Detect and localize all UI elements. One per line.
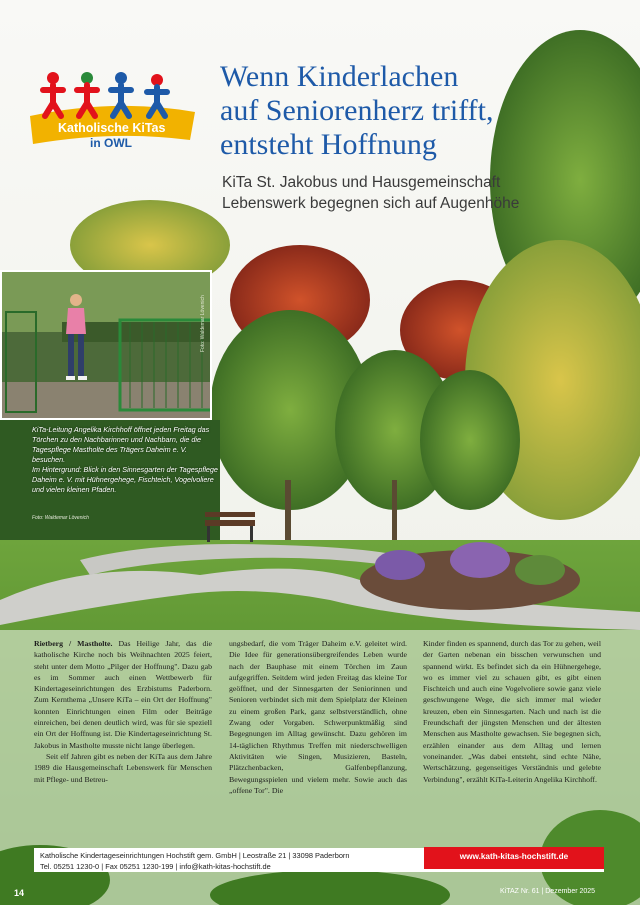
column-1-paragraph-1: Das Heilige Jahr, das die katholische Kirche noch bis Weihnachten 2025 feiert, steht unter dem Motto „Pilger der Hoffnung". Dazu gab es im Sommer auch einen Wettbewerb für Kindertageseinrichtungen des Erzbistums Paderborn. Zum Kernthema „Unsere KiTa – ein Ort der Hoffnung" konnten Einrichtungen einen Film oder Beiträge einreichen, bei denen deutlich wird, was für sie speziell ein Ort der Hoffnung ist. Die Kindertageseinrichtung St. Jakobus in Mastholte musste nicht lange überlegen. [34,639,212,750]
inset-photo-image [2,272,212,420]
headline-line-1: Wenn Kinderlachen [220,60,459,93]
footer-address-line-2: Tel. 05251 1230-0 | Fax 05251 1230-199 | info@kath-kitas-hochstift.de [40,861,271,871]
inset-photo-credit: Foto: Waldemar Lövenich [200,295,206,352]
page-number: 14 [14,888,25,898]
logo-line1: Katholische KiTas [58,121,166,135]
column-3-paragraph-1: Kinder finden es spannend, durch das Tor zu gehen, weil der Garten nebenan ein bisschen verwunschen und spannend wirkt. Es befindet sich da ein Hühnergehege, wo es immer viel zu schauen gibt, es gibt einen Fischteich und auch eine Vogelvoliere sowie ganz viele geschwungene Wege, die sich immer mal wieder kreuzen, eben ein Sinnesgarten. Nach und nach ist die Freundschaft der jüngsten Menschen und der ältesten Menschen aus Mastholte gewachsen. Sie begegnen sich, erzählen einander aus dem Alltag und lernen voneinander. „Was dabei entsteht, sind echte Nähe, Wertschätzung, gegenseitiges Verständnis und gelebte Verbindung", erzählt KiTa-Leiterin Angelika Kirchhoff. [423,639,601,784]
caption-paragraph-1: KiTa-Leitung Angelika Kirchhoff öffnet jeden Freitag das Törchen zu den Nachbarinnen und Nachbarn, die die Tagespflege Mastholte des Trägers Daheim e. V. besuchen. [32,425,210,464]
headline-line-2: auf Seniorenherz trifft, [220,94,494,127]
article-column-2 [229,638,407,796]
caption-paragraph-2: Im Hintergrund: Blick in den Sinnesgarten der Tagespflege Daheim e. V. mit Hühnergehege, Fischteich, Vogelvoliere und vielen kleinen Pfaden. [32,465,218,494]
article-dateline: Rietberg / Mastholte. [34,639,113,648]
issue-info: KiTAZ Nr. 61 | Dezember 2025 [500,888,596,895]
footer-address [40,851,350,872]
background-photo-credit: Foto: Waldemar Lövenich [32,515,89,521]
article-subtitle: KiTa St. Jakobus und Hausgemeinschaft Lebenswerk begegnen sich auf Augenhöhe [222,174,520,212]
headline-line-3: entsteht Hoffnung [220,128,437,161]
inset-photo [0,270,212,420]
article-column-3 [423,638,601,785]
article-column-1 [34,638,212,785]
column-2-paragraph-1: ungsbedarf, die vom Träger Daheim e.V. geleitet wird. Die Idee für generationsübergreifendes Leben wurde nach der Bauphase mit einem Törchen im Zaun aufgegriffen. Seitdem wird jeden Freitag das kleine Tor geöffnet, und der Sinnesgarten der Seniorinnen und Senioren verbindet sich mit dem Spielplatz der Kleinen zu einem großen Park, ganz selbstverständlich, ohne Zwang oder Vorgaben. Schwerpunktmäßig sind Begegnungen im Alltag gewünscht. Dazu gehören im 14-täglichen Rhythmus Treffen mit niederschwelligen Aktivitäten wie Singen, Musizieren, Basteln, Plätzchenbacken, Galfenbepflanzung, Bewegungsspielen und vielem mehr. Sowie auch das „offene Tor". Die [229,639,407,795]
photo-caption [32,425,222,495]
logo-line2: in OWL [90,136,132,150]
column-1-paragraph-2: Seit elf Jahren gibt es neben der KiTa aus dem Jahre 1989 die Hausgemeinschaft Lebenswerk für Menschen mit Pflege- und Betreu- [34,751,212,784]
footer-address-line-1: Katholische Kindertageseinrichtungen Hochstift gem. GmbH | Leostraße 21 | 33098 Paderborn [40,851,350,860]
footer-website-link[interactable]: www.kath-kitas-hochstift.de [459,852,569,861]
article-headline [220,60,550,162]
